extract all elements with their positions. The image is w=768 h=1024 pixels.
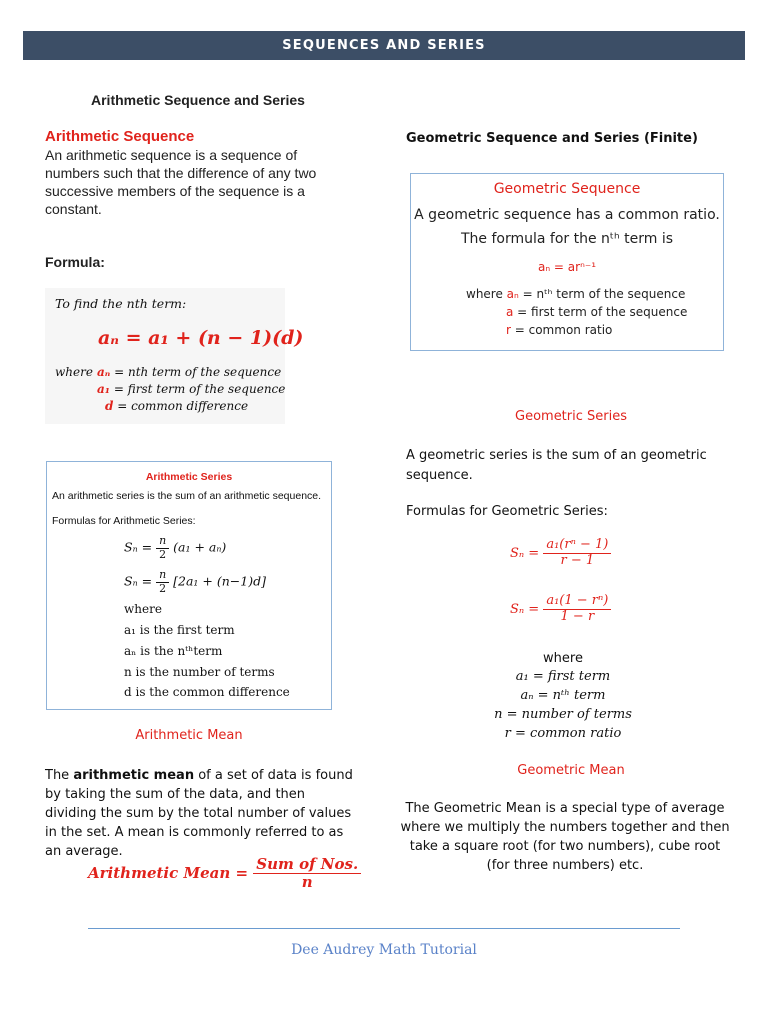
arithmetic-mean-formula	[88, 856, 361, 892]
geometric-mean-description: The Geometric Mean is a special type of average where we multiply the numbers together and then take a square root (for two numbers), cube root (for three numbers) etc.	[400, 801, 730, 873]
geometric-sequence-title: Geometric Sequence	[493, 181, 641, 197]
am-formula-den: n	[301, 873, 313, 892]
f2-num: n	[156, 569, 169, 583]
am-formula-fraction	[253, 856, 361, 892]
arithmetic-series-where: where	[124, 602, 162, 616]
nth-where: where	[55, 365, 93, 379]
arithmetic-mean-description	[45, 766, 355, 861]
gf1-den: r − 1	[560, 552, 595, 568]
geometric-sequence-line-2: The formula for the nᵗʰ term is	[460, 231, 674, 247]
arithmetic-series-formula-2	[124, 569, 266, 595]
am-desc-the: The	[45, 768, 74, 783]
geometric-where: where	[543, 651, 583, 666]
geometric-def-3	[506, 323, 612, 337]
gf2-num: a₁(1 − rⁿ)	[543, 594, 611, 610]
geometric-sequence-line-1: A geometric sequence has a common ratio.	[414, 207, 720, 223]
nth-def-3-text: = common difference	[113, 399, 249, 413]
geometric-series-formula-2	[510, 594, 611, 625]
geometric-formulas-label: Formulas for Geometric Series:	[406, 504, 608, 519]
am-formula-lhs: Arithmetic Mean =	[88, 863, 249, 882]
gf1-fraction	[543, 538, 611, 569]
arithmetic-series-description: An arithmetic series is the sum of an arithmetic sequence.	[52, 490, 322, 502]
geometric-series-title: Geometric Series	[515, 409, 627, 424]
f1-fraction	[156, 535, 169, 561]
footer-credit: Dee Audrey Math Tutorial	[291, 942, 477, 958]
footer-divider	[88, 928, 680, 929]
nth-def-2	[97, 382, 285, 396]
f1-den: 2	[159, 547, 167, 561]
f1-rhs: (a₁ + aₙ)	[173, 539, 227, 555]
gf1-num: a₁(rⁿ − 1)	[543, 538, 611, 554]
f2-lhs: Sₙ =	[124, 573, 153, 589]
am-desc-term: arithmetic mean	[73, 768, 195, 783]
gf2-den: 1 − r	[560, 608, 595, 624]
geometric-def-3-symbol: r	[506, 323, 511, 337]
geometric-def-1-text: = nᵗʰ term of the sequence	[518, 287, 686, 301]
geometric-series-formula-1	[510, 538, 611, 569]
geometric-def-2	[506, 305, 687, 319]
arithmetic-series-formula-1	[124, 535, 226, 561]
f2-rhs: [2a₁ + (n−1)d]	[173, 573, 266, 589]
geometric-def-2-text: = first term of the sequence	[513, 305, 688, 319]
f2-den: 2	[159, 581, 167, 595]
geometric-heading: Geometric Sequence and Series (Finite)	[406, 131, 698, 146]
geometric-def-1-symbol: aₙ	[506, 287, 519, 301]
geometric-def-2-symbol: a	[506, 305, 514, 319]
page-banner: SEQUENCES AND SERIES	[23, 31, 745, 60]
f1-lhs: Sₙ =	[124, 539, 153, 555]
arithmetic-series-formulas-label: Formulas for Arithmetic Series:	[52, 515, 196, 527]
geometric-series-description: A geometric series is the sum of an geometric sequence.	[406, 448, 707, 483]
geometric-def-1-where: where	[466, 287, 507, 301]
geometric-def-1	[466, 287, 685, 301]
arithmetic-mean-title: Arithmetic Mean	[135, 728, 243, 743]
nth-def-3-symbol: d	[105, 399, 114, 413]
nth-term-intro: To find the nth term:	[55, 296, 187, 311]
geometric-def-3-text: = common ratio	[510, 323, 613, 337]
gf1-lhs: Sₙ =	[510, 545, 540, 561]
arithmetic-series-def-4: d is the common difference	[124, 685, 290, 699]
geometric-where-4: r = common ratio	[504, 726, 622, 741]
am-desc-rest: of a set of data is found by taking the sum of the data, and then dividing the sum by the total number of values in the set. A mean is commonly referred to as an average.	[45, 768, 353, 859]
geometric-where-2: aₙ = nᵗʰ term	[520, 688, 606, 703]
f1-num: n	[156, 535, 169, 549]
arithmetic-series-title: Arithmetic Series	[145, 471, 233, 483]
arithmetic-sequence-description: An arithmetic sequence is a sequence of numbers such that the difference of any two successive members of the sequence is a constant.	[45, 147, 317, 217]
am-formula-num: Sum of Nos.	[253, 856, 361, 874]
nth-def-1-text: = nth term of the sequence	[110, 365, 282, 379]
geometric-where-1: a₁ = first term	[515, 669, 611, 684]
nth-def-2-text: = first term of the sequence	[110, 382, 286, 396]
arithmetic-series-def-3: n is the number of terms	[124, 665, 275, 679]
formula-label: Formula:	[45, 254, 105, 270]
geometric-sequence-formula: aₙ = arⁿ⁻¹	[537, 260, 597, 274]
geometric-where-3: n = number of terms	[494, 707, 632, 722]
arithmetic-series-def-2: aₙ is the nᵗʰterm	[124, 644, 223, 658]
arithmetic-series-def-1: a₁ is the first term	[124, 623, 235, 637]
nth-def-3	[105, 399, 248, 413]
nth-def-1	[97, 365, 281, 379]
arithmetic-sequence-title: Arithmetic Sequence	[45, 128, 195, 145]
nth-def-2-symbol: a₁	[97, 382, 111, 396]
gf2-lhs: Sₙ =	[510, 601, 540, 617]
gf2-fraction	[543, 594, 611, 625]
arithmetic-heading: Arithmetic Sequence and Series	[91, 92, 305, 108]
f2-fraction	[156, 569, 169, 595]
nth-def-1-symbol: aₙ	[97, 365, 111, 379]
nth-term-formula: aₙ = a₁ + (n − 1)(d)	[98, 327, 304, 349]
geometric-mean-title: Geometric Mean	[517, 763, 625, 778]
